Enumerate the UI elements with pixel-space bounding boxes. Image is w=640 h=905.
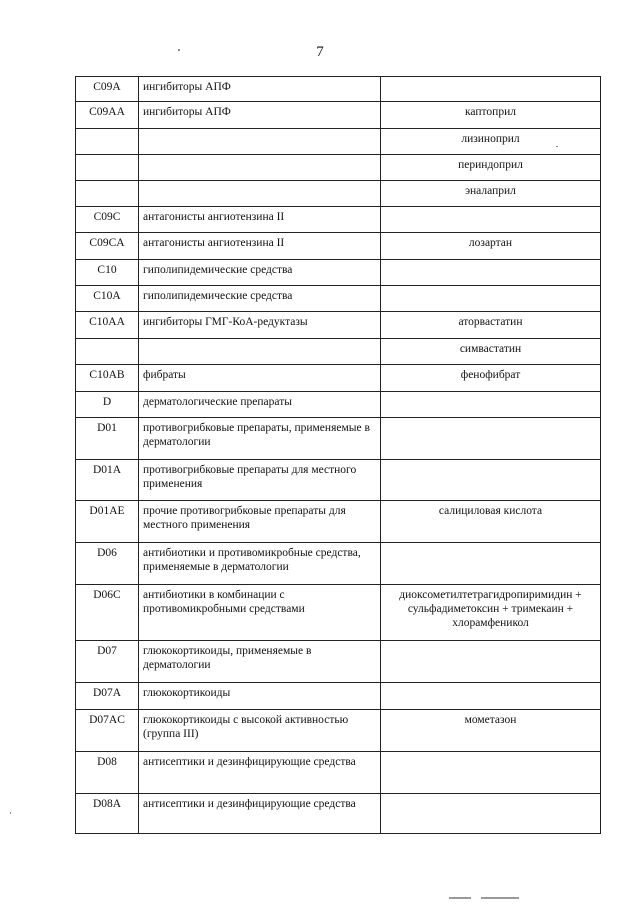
group-name-cell <box>139 181 381 207</box>
table-row <box>76 155 601 181</box>
atc-code-cell: D01 <box>76 418 139 460</box>
group-name-cell: противогрибковые препараты для местного применения <box>139 460 381 501</box>
group-name-cell <box>139 339 381 365</box>
table-row <box>76 460 601 501</box>
drug-name-cell: каптоприл <box>381 102 601 129</box>
drug-name-cell <box>381 418 601 460</box>
group-name-cell: антагонисты ангиотензина II <box>139 233 381 260</box>
table-body <box>76 77 601 834</box>
drug-name-cell <box>381 543 601 585</box>
atc-code-cell: C09CA <box>76 233 139 260</box>
atc-code-cell <box>76 155 139 181</box>
table-row <box>76 585 601 641</box>
footer-mark <box>449 897 471 899</box>
table-row <box>76 392 601 418</box>
table-row <box>76 752 601 794</box>
group-name-cell: ингибиторы АПФ <box>139 102 381 129</box>
table-row <box>76 102 601 129</box>
atc-code-cell: C09AA <box>76 102 139 129</box>
group-name-cell: ингибиторы АПФ <box>139 77 381 102</box>
atc-code-cell: D07 <box>76 641 139 683</box>
group-name-cell: антисептики и дезинфицирующие средства <box>139 752 381 794</box>
atc-code-cell <box>76 339 139 365</box>
drug-name-cell: симвастатин <box>381 339 601 365</box>
drug-name-cell: салициловая кислота <box>381 501 601 543</box>
drug-name-cell <box>381 794 601 834</box>
atc-code-cell: C09A <box>76 77 139 102</box>
page-number: 7 <box>316 44 324 60</box>
group-name-cell <box>139 129 381 155</box>
atc-code-cell: D07AC <box>76 710 139 752</box>
atc-code-cell: D01A <box>76 460 139 501</box>
table-row <box>76 233 601 260</box>
table-row <box>76 260 601 286</box>
atc-code-cell: C10AB <box>76 365 139 392</box>
atc-code-cell: D06C <box>76 585 139 641</box>
group-name-cell: гиполипидемические средства <box>139 286 381 312</box>
group-name-cell: антисептики и дезинфицирующие средства <box>139 794 381 834</box>
table-row <box>76 129 601 155</box>
table-row <box>76 207 601 233</box>
atc-code-cell: C10AA <box>76 312 139 339</box>
table-row <box>76 710 601 752</box>
group-name-cell: антибиотики в комбинации с противомикробными средствами <box>139 585 381 641</box>
footer-mark <box>481 897 519 899</box>
drug-name-cell <box>381 207 601 233</box>
atc-code-cell: D08 <box>76 752 139 794</box>
group-name-cell: дерматологические препараты <box>139 392 381 418</box>
table-row <box>76 286 601 312</box>
group-name-cell: глюкокортикоиды, применяемые в дерматологии <box>139 641 381 683</box>
table-row <box>76 641 601 683</box>
drug-name-cell <box>381 460 601 501</box>
group-name-cell: антагонисты ангиотензина II <box>139 207 381 233</box>
drug-name-cell <box>381 286 601 312</box>
table-row <box>76 683 601 710</box>
group-name-cell: антибиотики и противомикробные средства, применяемые в дерматологии <box>139 543 381 585</box>
drug-name-cell <box>381 752 601 794</box>
group-name-cell: глюкокортикоиды с высокой активностью (группа III) <box>139 710 381 752</box>
atc-code-cell: D06 <box>76 543 139 585</box>
drug-name-cell <box>381 392 601 418</box>
table-row <box>76 312 601 339</box>
atc-code-cell: C09C <box>76 207 139 233</box>
group-name-cell <box>139 155 381 181</box>
drug-name-cell: аторвастатин <box>381 312 601 339</box>
drug-name-cell <box>381 641 601 683</box>
scan-speck <box>178 49 180 51</box>
table-row <box>76 418 601 460</box>
group-name-cell: прочие противогрибковые препараты для местного применения <box>139 501 381 543</box>
table-row <box>76 501 601 543</box>
drug-name-cell: периндоприл <box>381 155 601 181</box>
drug-name-cell <box>381 683 601 710</box>
atc-code-cell: D <box>76 392 139 418</box>
group-name-cell: фибраты <box>139 365 381 392</box>
table-row <box>76 339 601 365</box>
atc-code-cell: C10 <box>76 260 139 286</box>
drug-classification-table <box>75 76 601 834</box>
atc-code-cell: D07A <box>76 683 139 710</box>
group-name-cell: глюкокортикоиды <box>139 683 381 710</box>
group-name-cell: противогрибковые препараты, применяемые в дерматологии <box>139 418 381 460</box>
table-row <box>76 181 601 207</box>
atc-code-cell: D01AE <box>76 501 139 543</box>
atc-code-cell <box>76 181 139 207</box>
atc-code-cell <box>76 129 139 155</box>
group-name-cell: гиполипидемические средства <box>139 260 381 286</box>
drug-name-cell: диоксометилтетрагидропиримидин + сульфадиметоксин + тримекаин + хлорамфеникол <box>381 585 601 641</box>
drug-name-cell: лозартан <box>381 233 601 260</box>
drug-name-cell <box>381 260 601 286</box>
table-row <box>76 365 601 392</box>
drug-name-cell: мометазон <box>381 710 601 752</box>
drug-name-cell: фенофибрат <box>381 365 601 392</box>
drug-name-cell <box>381 77 601 102</box>
drug-name-cell: лизиноприл <box>381 129 601 155</box>
scan-speck <box>10 812 11 814</box>
table-row <box>76 543 601 585</box>
atc-code-cell: C10A <box>76 286 139 312</box>
group-name-cell: ингибиторы ГМГ-КоА-редуктазы <box>139 312 381 339</box>
drug-name-cell: эналаприл <box>381 181 601 207</box>
atc-code-cell: D08A <box>76 794 139 834</box>
table-row <box>76 794 601 834</box>
table-row <box>76 77 601 102</box>
